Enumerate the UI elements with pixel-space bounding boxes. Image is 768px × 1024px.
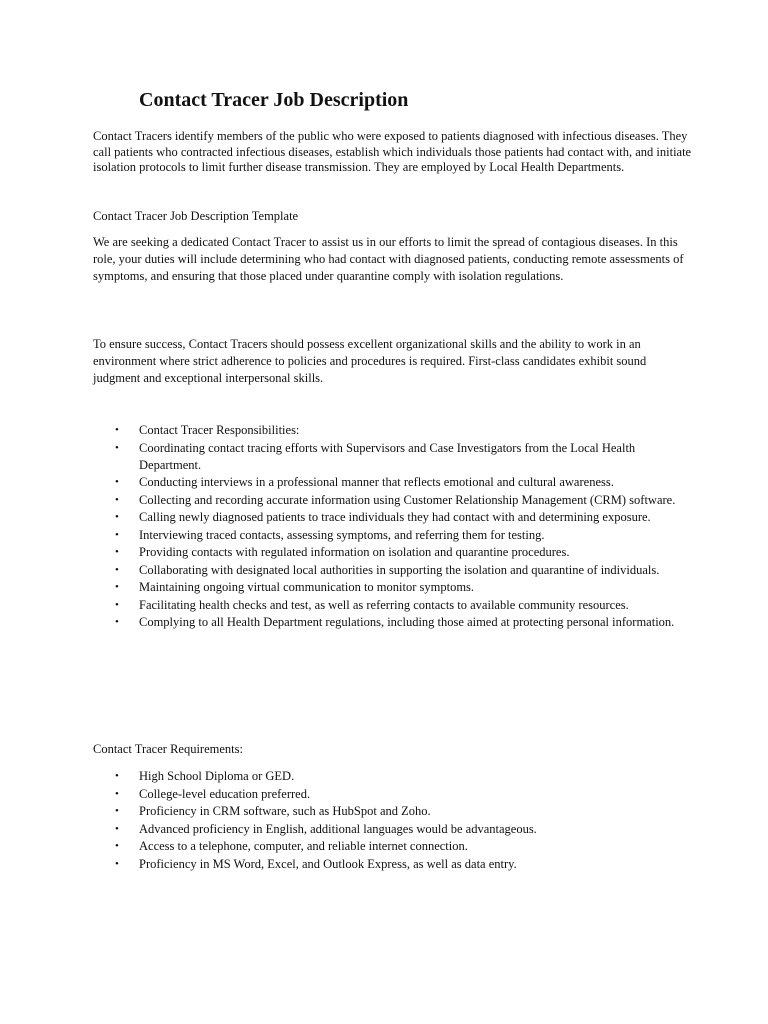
list-item [93, 544, 693, 561]
list-item-text: Conducting interviews in a professional manner that reflects emotional and cultural awareness. [139, 475, 614, 489]
list-item-text: Access to a telephone, computer, and reliable internet connection. [139, 839, 468, 853]
bullet-icon: • [115, 857, 119, 870]
list-item [93, 821, 693, 838]
list-item [93, 768, 693, 785]
list-item [93, 562, 693, 579]
list-item-text: Providing contacts with regulated information on isolation and quarantine procedures. [139, 545, 570, 559]
requirements-list [93, 768, 693, 873]
list-item [93, 440, 693, 474]
bullet-icon: • [115, 546, 119, 558]
list-item [93, 614, 693, 631]
bullet-icon: • [115, 528, 119, 541]
bullet-icon: • [115, 424, 119, 436]
bullet-icon: • [115, 476, 119, 488]
template-heading: Contact Tracer Job Description Template [93, 209, 299, 223]
list-item-text: Proficiency in CRM software, such as HubSpot and Zoho. [139, 804, 431, 818]
bullet-icon: • [115, 581, 119, 593]
seeking-paragraph: We are seeking a dedicated Contact Tracer to assist us in our efforts to limit the spread of contagious diseases. In this role, your duties will include determining who had contact with diagnosed patients, conducting remote assessments of symptoms, and ensuring that those placed under quarantine comply with isolation regulations. [93, 235, 684, 283]
bullet-icon: • [115, 840, 119, 852]
list-item-text: Contact Tracer Responsibilities: [139, 423, 300, 437]
list-item-text: Complying to all Health Department regulations, including those aimed at protecting personal information. [139, 615, 675, 629]
list-item-text: Advanced proficiency in English, additional languages would be advantageous. [139, 821, 537, 836]
list-item-text: High School Diploma or GED. [139, 769, 295, 783]
list-item-text: Coordinating contact tracing efforts with Supervisors and Case Investigators from the Local Health Department. [139, 440, 636, 472]
list-item-text: Proficiency in MS Word, Excel, and Outlook Express, as well as data entry. [139, 856, 517, 871]
list-item-text: Interviewing traced contacts, assessing symptoms, and referring them for testing. [139, 527, 545, 542]
responsibilities-list [93, 422, 693, 632]
bullet-icon: • [115, 598, 119, 611]
bullet-icon: • [115, 787, 119, 800]
bullet-icon: • [115, 805, 119, 817]
list-item [93, 509, 693, 526]
requirements-heading: Contact Tracer Requirements: [93, 742, 243, 756]
list-item [93, 492, 693, 509]
list-item-text: Collaborating with designated local authorities in supporting the isolation and quarantine of individuals. [139, 562, 660, 577]
bullet-icon: • [115, 493, 119, 506]
list-item-text: Calling newly diagnosed patients to trace individuals they had contact with and determining exposure. [139, 510, 651, 524]
bullet-icon: • [115, 770, 119, 782]
list-item [93, 838, 693, 855]
bullet-icon: • [115, 616, 119, 628]
intro-paragraph: Contact Tracers identify members of the public who were exposed to patients diagnosed with infectious diseases. They call patients who contracted infectious diseases, establish which individuals those patients had contact with, and initiate isolation protocols to limit further disease transmission. They are employed by Local Health Departments. [93, 129, 692, 175]
list-item-text: Collecting and recording accurate information using Customer Relationship Management (CRM) software. [139, 492, 676, 507]
success-paragraph: To ensure success, Contact Tracers should possess excellent organizational skills and the ability to work in an environment where strict adherence to policies and procedures is required. First-class candidates exhibit sound judgment and exceptional interpersonal skills. [93, 337, 647, 385]
list-item-text: College-level education preferred. [139, 786, 311, 801]
list-item [93, 597, 693, 614]
document-title: Contact Tracer Job Description [139, 89, 409, 111]
list-item [93, 527, 693, 544]
bullet-icon: • [115, 822, 119, 835]
bullet-icon: • [115, 511, 119, 523]
bullet-icon: • [115, 563, 119, 576]
list-item [93, 422, 693, 439]
list-item-text: Facilitating health checks and test, as well as referring contacts to available community resources. [139, 597, 629, 612]
list-item [93, 856, 693, 873]
list-item-text: Maintaining ongoing virtual communication to monitor symptoms. [139, 580, 475, 594]
bullet-icon: • [115, 441, 119, 454]
list-item [93, 579, 693, 596]
list-item [93, 803, 693, 820]
list-item [93, 474, 693, 491]
list-item [93, 786, 693, 803]
